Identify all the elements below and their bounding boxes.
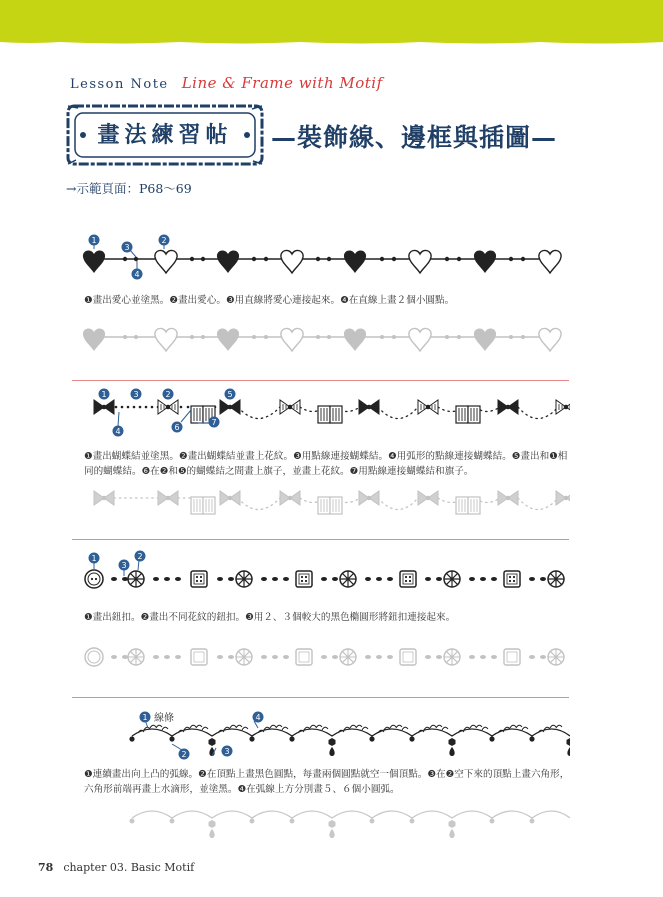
step-marker-4: [132, 269, 143, 280]
step-marker-3: [131, 389, 142, 400]
step-marker-6: [172, 422, 183, 433]
section-divider: [72, 380, 569, 381]
step-marker-3: [122, 242, 133, 253]
reference-pages: →示範頁面：P68～69: [66, 181, 192, 196]
svg-text:1: 1: [142, 713, 148, 722]
svg-text:1: 1: [101, 390, 107, 399]
section-4-instructions: ❶連續畫出向上凸的弧線。❷在頂點上畫黑色圓點，每畫兩個圓點就空一個頂點。❸在❷空下來的頂點上畫六角形，六角形前端再畫上水滴形，並塗黑。❹在弧線上方分別畫５、６個小圓弧。: [84, 769, 570, 795]
button-line-example: [70, 548, 570, 594]
heart-line-example: [70, 232, 570, 280]
svg-text:2: 2: [137, 552, 143, 561]
step-marker-2: [179, 749, 190, 760]
top-color-band: [0, 0, 663, 42]
lesson-note-label: Lesson Note: [70, 77, 169, 92]
svg-text:4: 4: [255, 713, 261, 722]
svg-text:3: 3: [124, 243, 130, 252]
svg-text:6: 6: [174, 423, 180, 432]
step-marker-label: 線條: [154, 713, 174, 724]
svg-text:5: 5: [227, 390, 233, 399]
step-marker-2: [159, 235, 170, 246]
svg-text:2: 2: [161, 236, 167, 245]
stamp-title: 畫法練習帖: [97, 122, 233, 148]
heart-line-practice: [70, 320, 570, 356]
step-marker-1: [89, 553, 100, 564]
scallop-line-practice: [70, 800, 570, 840]
bow-line-example: [70, 386, 570, 438]
page-title: —裝飾線、邊框與插圖—: [271, 123, 558, 152]
step-marker-3: [222, 746, 233, 757]
step-marker-1: [99, 389, 110, 400]
svg-text:2: 2: [181, 750, 187, 759]
scallop-line-example: [70, 708, 570, 764]
svg-text:3: 3: [224, 747, 230, 756]
lesson-script-title: Line & Frame with Motif: [181, 74, 383, 92]
section-2-instructions: ❶畫出蝴蝶結並塗黑。❷畫出蝴蝶結並畫上花紋。❸用點線連接蝴蝶結。❹用弧形的點線連接蝴蝶結。❺畫出和❶相同的蝴蝶結。❻在❷和❺的蝴蝶結之間畫上旗子，並畫上花紋。❼用點線連接蝴蝶結和旗子。: [84, 451, 568, 477]
step-marker-1: [89, 235, 100, 246]
step-marker-4: [113, 426, 124, 437]
svg-text:1: 1: [91, 554, 97, 563]
svg-text:3: 3: [121, 561, 127, 570]
svg-text:1: 1: [91, 236, 97, 245]
svg-text:4: 4: [134, 270, 140, 279]
step-marker-2: [163, 389, 174, 400]
section-3-instructions: ❶畫出鈕扣。❷畫出不同花紋的鈕扣。❸用２、３個較大的黑色橢圓形將鈕扣連接起來。: [84, 612, 456, 623]
step-marker-4: [253, 712, 264, 723]
top-band-edge: [0, 40, 663, 46]
button-line-practice: [70, 640, 570, 674]
step-marker-3: [119, 560, 130, 571]
step-marker-7: [209, 417, 220, 428]
bow-line-practice: [70, 483, 570, 529]
chapter-label: chapter 03. Basic Motif: [63, 861, 195, 874]
svg-text:7: 7: [211, 418, 217, 427]
section-divider: [72, 697, 569, 698]
step-marker-2: [135, 551, 146, 562]
section-divider: [72, 539, 569, 540]
svg-text:4: 4: [115, 427, 121, 436]
svg-text:2: 2: [165, 390, 171, 399]
page-number: 78: [38, 861, 54, 874]
svg-text:3: 3: [133, 390, 139, 399]
section-1-instructions: ❶畫出愛心並塗黑。❷畫出愛心。❸用直線將愛心連接起來。❹在直線上畫２個小圓點。: [84, 295, 455, 306]
lesson-heading: [70, 73, 383, 92]
step-marker-1: [140, 712, 151, 723]
page-footer: [38, 861, 194, 874]
step-marker-5: [225, 389, 236, 400]
